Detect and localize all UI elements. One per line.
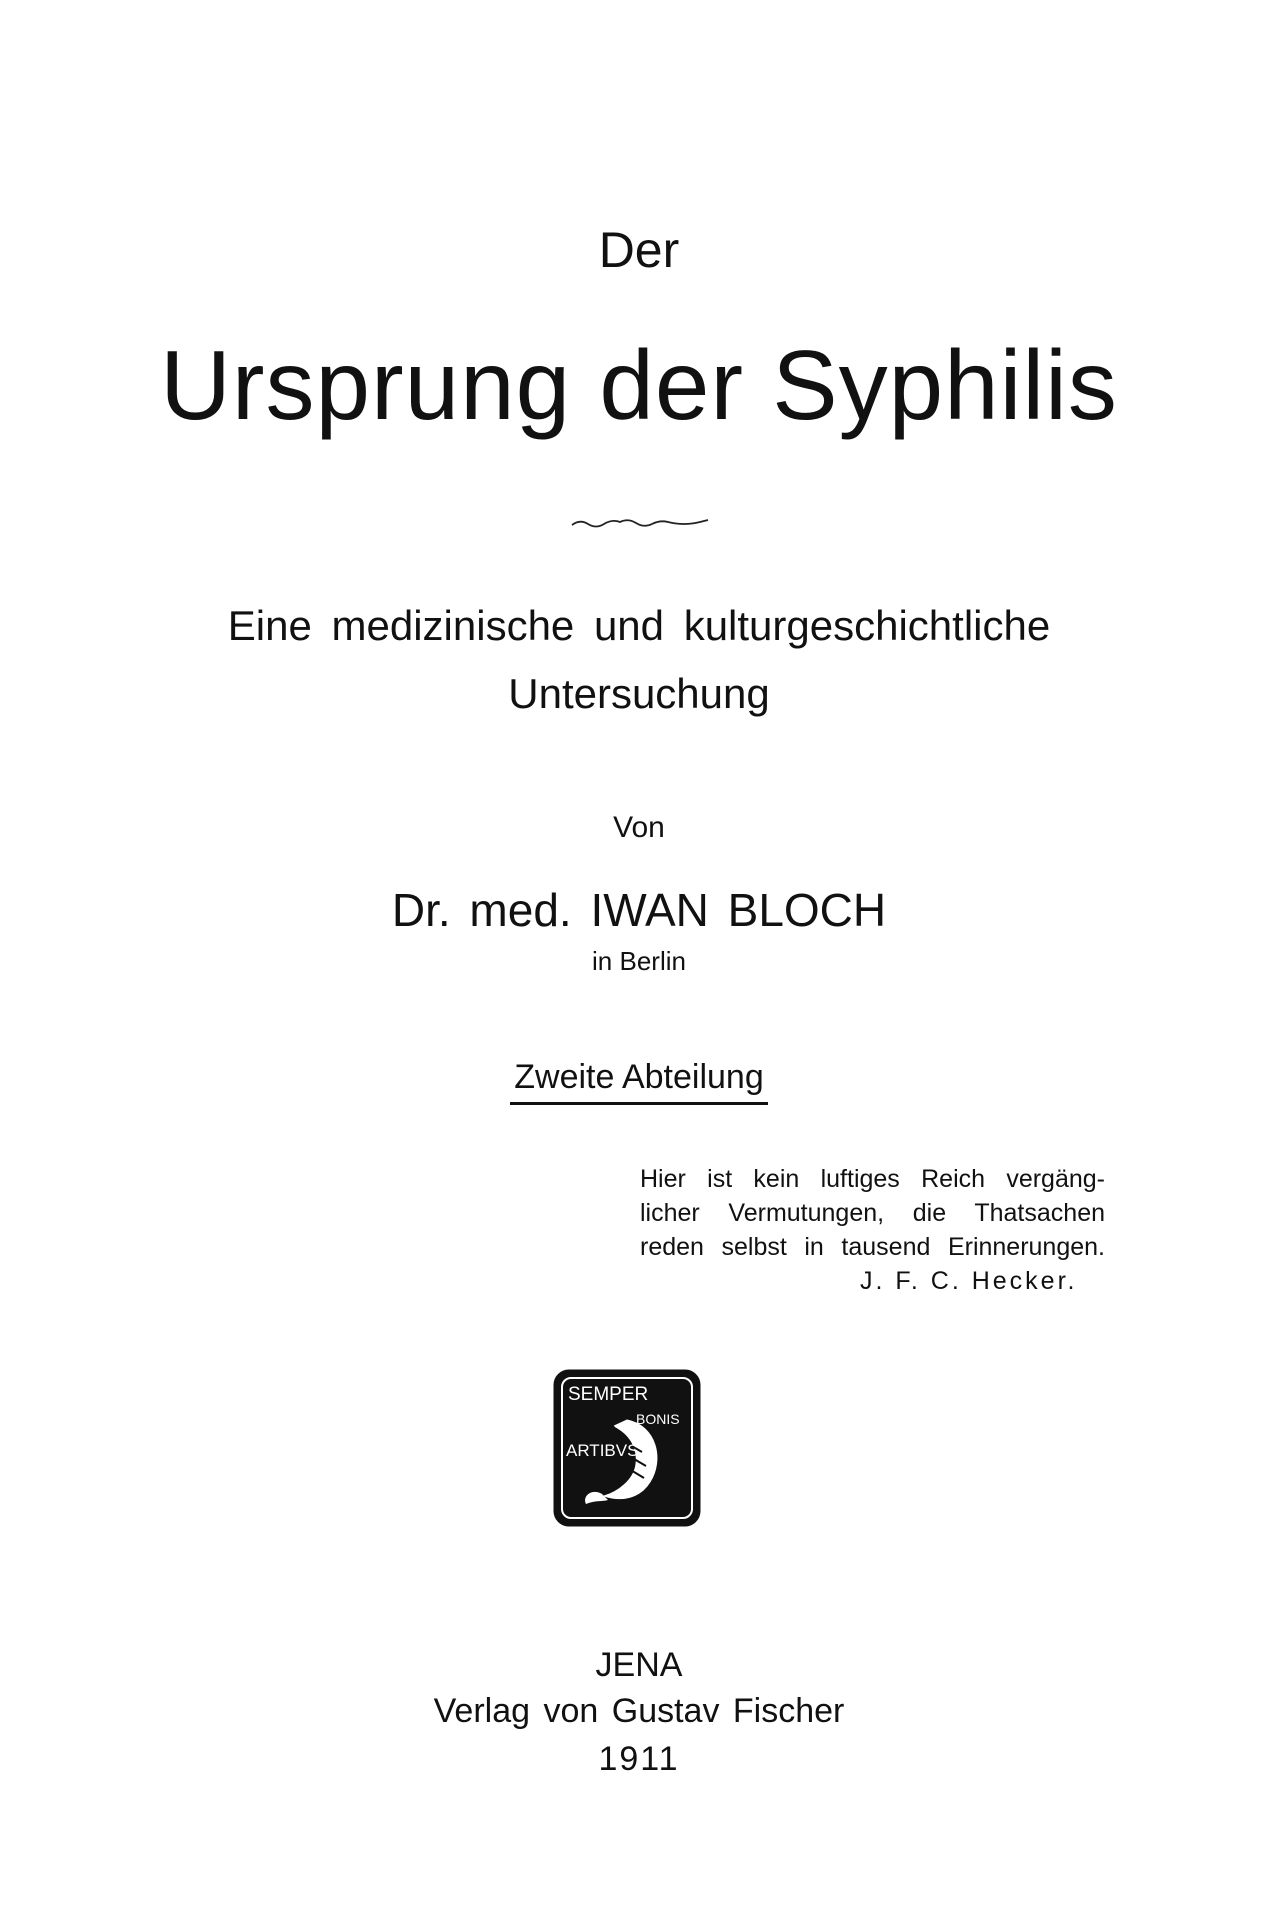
wave-ornament-icon	[570, 516, 710, 530]
motto-word: SEMPER	[568, 1384, 649, 1405]
epigraph-attribution: J. F. C. Hecker.	[860, 1267, 1078, 1295]
motto-word: BONIS	[636, 1411, 680, 1427]
epigraph-line: reden selbst in tausend Erinnerungen.	[640, 1233, 1105, 1261]
fish-emblem-icon	[552, 1368, 702, 1528]
imprint-publisher: Verlag von Gustav Fischer	[433, 1692, 845, 1730]
pre-title: Der	[598, 222, 680, 278]
by-label: Von	[613, 811, 665, 844]
epigraph-line: Hier ist kein luftiges Reich vergäng-	[640, 1165, 1105, 1193]
book-title: Ursprung der Syphilis	[160, 330, 1118, 440]
author-name: Dr. med. IWAN BLOCH	[391, 884, 887, 936]
subtitle-line-1: Eine medizinische und kulturgeschichtliche	[227, 602, 1051, 649]
division-heading-wrap	[0, 1056, 1278, 1105]
epigraph-line: licher Vermutungen, die Thatsachen	[640, 1199, 1105, 1227]
subtitle-line-2: Untersuchung	[508, 670, 770, 717]
epigraph	[640, 1162, 1105, 1264]
imprint-city: JENA	[595, 1646, 683, 1684]
division-heading: Zweite Abteilung	[510, 1056, 768, 1105]
imprint-year: 1911	[598, 1740, 680, 1778]
author-place: in Berlin	[592, 946, 686, 976]
motto-word: ARTIBVS	[566, 1441, 639, 1460]
